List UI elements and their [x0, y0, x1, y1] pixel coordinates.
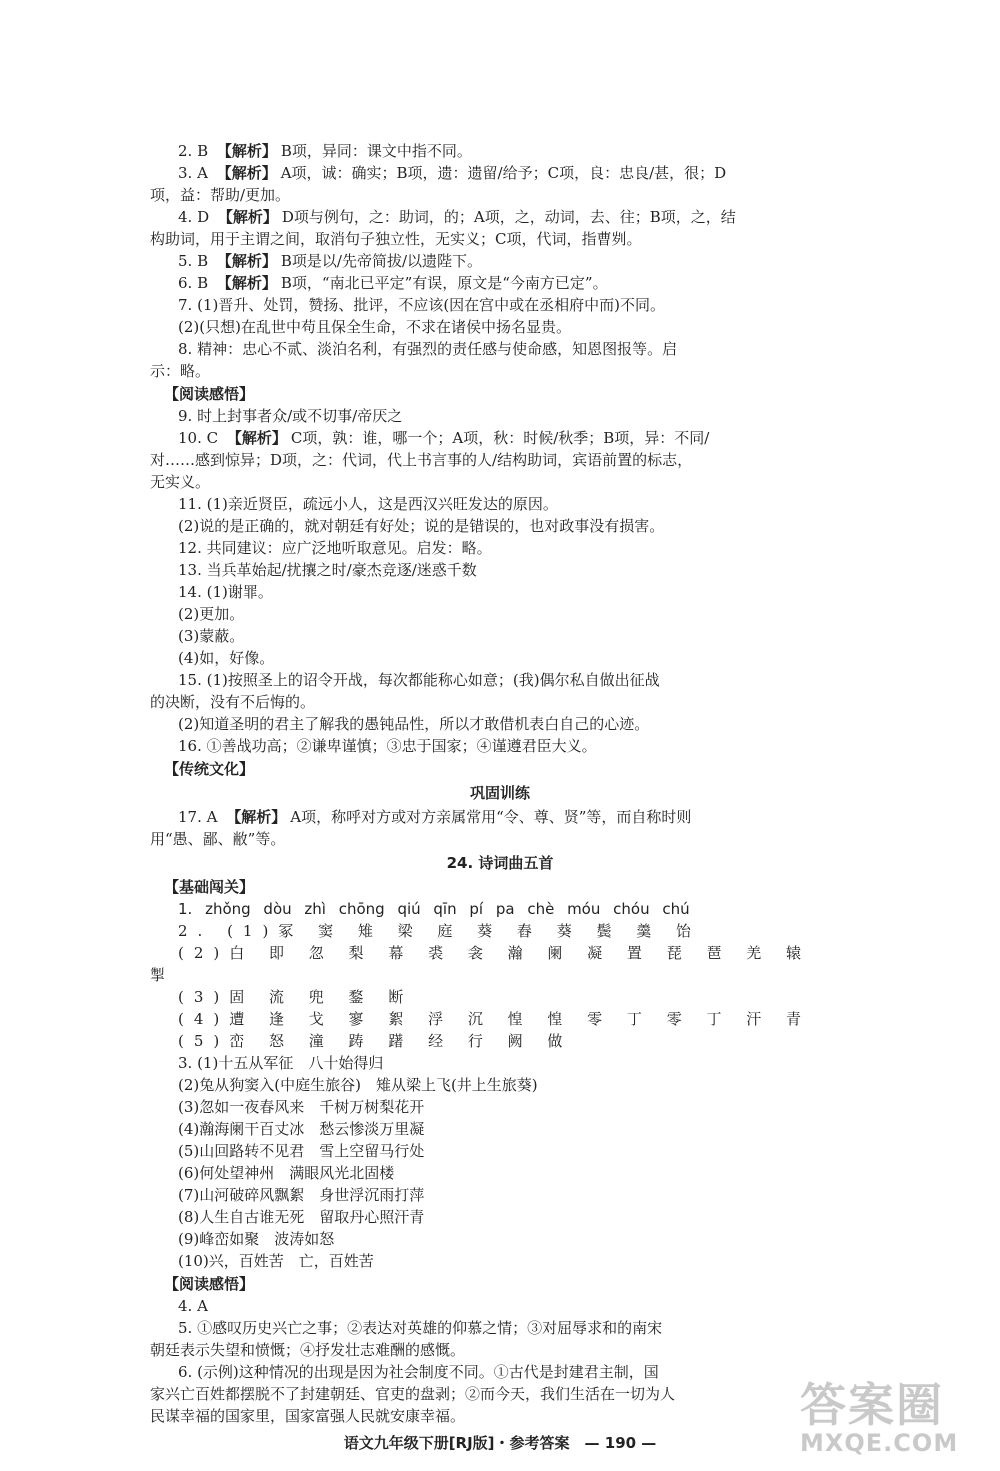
- section-heading: 【阅读感悟】: [164, 385, 255, 403]
- answer-content: [150, 140, 850, 1427]
- answer-line: (4)遭 逢 戈 寥 絮 浮 沉 惶 惶 零 丁 零 丁 汗 青: [178, 1010, 812, 1028]
- pinyin-line: 1. zhǒng dòu zhì chōng qiú qīn pí pa chè móu chóu chú: [178, 900, 690, 918]
- answer-line: (3)蒙蔽。: [178, 627, 245, 645]
- analysis-tag: 【解析】: [217, 208, 278, 226]
- answer-line: 的决断，没有不后悔的。: [150, 693, 316, 711]
- answer-line: 17. A 【解析】 A项，称呼对方或对方亲属常用“令、尊、贤”等，而自称时则: [178, 808, 692, 826]
- answer-line: (2)知道圣明的君主了解我的愚钝品性，所以才敢借机表白自己的心迹。: [178, 715, 650, 733]
- answer-line: (2)更加。: [178, 605, 245, 623]
- answer-line: (3)忽如一夜春风来 千树万树梨花开: [178, 1098, 425, 1116]
- answer-line: 示：略。: [150, 362, 211, 380]
- subsection-title: 巩固训练: [469, 784, 530, 802]
- analysis-tag: 【解析】: [216, 274, 277, 292]
- answer-line: 项，益：帮助/更加。: [150, 186, 291, 204]
- answer-line: (5)峦 怒 潼 踌 躇 经 行 阙 做: [178, 1032, 573, 1050]
- answer-line: (5)山回路转不见君 雪上空留马行处: [178, 1142, 425, 1160]
- page-footer: 语文九年级下册[RJ版]・参考答案 — 190 —: [343, 1434, 657, 1452]
- answer-line: 掣: [150, 966, 166, 984]
- watermark-url: MXQE.COM: [800, 1429, 959, 1457]
- answer-line: 5. B 【解析】 B项是以/先帝简拔/以遗陛下。: [178, 252, 483, 270]
- answer-line: (3)固 流 兜 鍪 断: [178, 988, 414, 1006]
- answer-line: 5. ①感叹历史兴亡之事；②表达对英雄的仰慕之情；③对屈辱求和的南宋: [178, 1319, 663, 1337]
- answer-line: 10. C 【解析】 C项，孰：谁，哪一个；A项，秋：时候/秋季；B项，异：不同/: [178, 429, 710, 447]
- section-heading: 【传统文化】: [164, 760, 255, 778]
- answer-line: 14. (1)谢罪。: [178, 583, 273, 601]
- answer-line: 13. 当兵革始起/扰攘之时/豪杰竞逐/迷惑千数: [178, 561, 477, 579]
- answer-line: 2. (1)冢 窦 雉 梁 庭 葵 舂 葵 鬓 羹 饴: [178, 922, 702, 940]
- answer-line: 对……感到惊异；D项，之：代词，代上书言事的人/结构助词，宾语前置的标志，: [150, 451, 693, 469]
- answer-line: 6. B 【解析】 B项，“南北已平定”有误，原文是“今南方已定”。: [178, 274, 608, 292]
- answer-line: 8. 精神：忠心不贰、淡泊名利，有强烈的责任感与使命感，知恩图报等。启: [178, 340, 678, 358]
- answer-line: (2)兔从狗窦入(中庭生旅谷) 雉从梁上飞(井上生旅葵): [178, 1076, 538, 1094]
- analysis-tag: 【解析】: [226, 808, 287, 826]
- answer-line: 用“愚、鄙、敝”等。: [150, 830, 286, 848]
- analysis-tag: 【解析】: [226, 429, 287, 447]
- answer-line: 6. (示例)这种情况的出现是因为社会制度不同。①古代是封建君主制，国: [178, 1363, 659, 1381]
- answer-line: (9)峰峦如聚 波涛如怒: [178, 1230, 335, 1248]
- answer-line: (2)(只想)在乱世中苟且保全生命，不求在诸侯中扬名显贵。: [178, 318, 571, 336]
- answer-line: (4)如，好像。: [178, 649, 275, 667]
- analysis-tag: 【解析】: [216, 142, 277, 160]
- answer-line: 15. (1)按照圣上的诏令开战，每次都能称心如意；(我)偶尔私自做出征战: [178, 671, 660, 689]
- lesson-title: 24. 诗词曲五首: [446, 854, 554, 872]
- answer-line: 构助词，用于主谓之间，取消句子独立性，无实义；C项，代词，指曹刿。: [150, 230, 642, 248]
- answer-line: 7. (1)晋升、处罚，赞扬、批评，不应该(因在宫中或在丞相府中而)不同。: [178, 296, 666, 314]
- answer-line: 家兴亡百姓都摆脱不了封建朝廷、官吏的盘剥；②而今天，我们生活在一切为人: [150, 1385, 676, 1403]
- watermark-logo: 答案圈: [800, 1378, 944, 1432]
- answer-line: 民谋幸福的国家里，国家富强人民就安康幸福。: [150, 1407, 466, 1425]
- answer-line: 9. 时上封事者众/或不切事/帝厌之: [178, 407, 403, 425]
- answer-line: 2. B 【解析】 B项，异同：课文中指不同。: [178, 142, 472, 160]
- answer-line: (7)山河破碎风飘絮 身世浮沉雨打萍: [178, 1186, 425, 1204]
- answer-line: 4. A: [178, 1297, 208, 1315]
- answer-line: (4)瀚海阑干百丈冰 愁云惨淡万里凝: [178, 1120, 425, 1138]
- answer-line: 11. (1)亲近贤臣，疏远小人，这是西汉兴旺发达的原因。: [178, 495, 558, 513]
- answer-line: (6)何处望神州 满眼风光北固楼: [178, 1164, 395, 1182]
- answer-line: 3. (1)十五从军征 八十始得归: [178, 1054, 384, 1072]
- answer-line: 12. 共同建议：应广泛地听取意见。启发：略。: [178, 539, 492, 557]
- section-heading: 【阅读感悟】: [164, 1275, 255, 1293]
- site-watermark: [800, 1380, 980, 1460]
- answer-line: (2)白 即 忽 梨 幕 裘 衾 瀚 阑 凝 置 琵 琶 羌 辕: [178, 944, 812, 962]
- answer-line: 16. ①善战功高；②谦卑谨慎；③忠于国家；④谨遵君臣大义。: [178, 737, 597, 755]
- section-heading: 【基础闯关】: [164, 878, 255, 896]
- analysis-tag: 【解析】: [216, 252, 277, 270]
- answer-line: 4. D 【解析】 D项与例句，之：助词，的；A项，之，动词，去、往；B项，之，结: [178, 208, 736, 226]
- answer-line: 无实义。: [150, 473, 211, 491]
- answer-line: 3. A 【解析】 A项，诚：确实；B项，遗：遗留/给予；C项，良：忠良/甚，很；D: [178, 164, 727, 182]
- answer-line: (8)人生自古谁无死 留取丹心照汗青: [178, 1208, 425, 1226]
- analysis-tag: 【解析】: [216, 164, 277, 182]
- answer-line: (10)兴，百姓苦 亡，百姓苦: [178, 1252, 374, 1270]
- answer-line: (2)说的是正确的，就对朝廷有好处；说的是错误的，也对政事没有损害。: [178, 517, 665, 535]
- answer-line: 朝廷表示失望和愤慨；④抒发壮志难酬的感慨。: [150, 1341, 466, 1359]
